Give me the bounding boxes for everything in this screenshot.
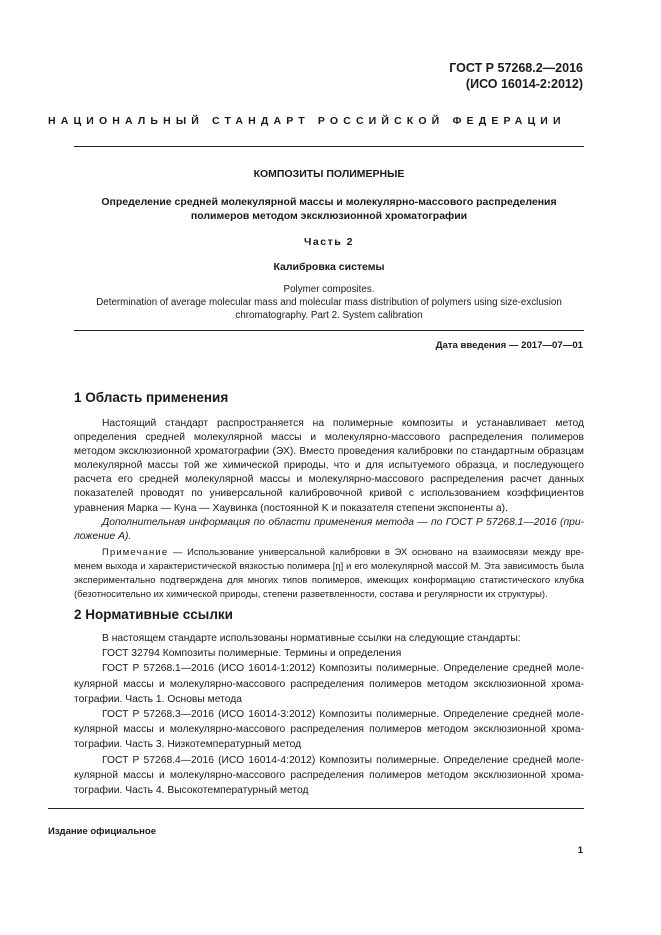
subtitle-line: Определение средней молекулярной массы и молекулярно-массового распределения — [101, 196, 557, 208]
note-first-line — [74, 545, 584, 559]
subtitle-line: полимеров методом эксклюзионной хроматографии — [190, 210, 468, 222]
note-text: — Использование универсальной калибровки в ЭХ основано на взаимосвязи между вре- — [173, 546, 584, 557]
reference-item: ГОСТ 32794 Композиты полимерные. Термины и определения — [102, 648, 402, 660]
text-line: молекулярной массы той же химической природы, что и для испытуемого образца, и последующего — [74, 460, 584, 472]
section-heading-scope: 1 Область применения — [74, 390, 229, 405]
introduction-date: Дата введения — 2017—07—01 — [435, 340, 583, 351]
document-title: КОМПОЗИТЫ ПОЛИМЕРНЫЕ — [253, 168, 405, 180]
middle-rule — [74, 330, 584, 331]
text-line: Дополнительная информация по области применения метода — по ГОСТ Р 57268.1—2016 (при- — [102, 516, 584, 528]
reference-item: кулярной массы и молекулярно-массового распределения полимеров методом эксклюзионной хрома- — [74, 678, 584, 690]
text-line: Настоящий стандарт распространяется на полимерные композиты и устанавливает метод — [102, 418, 584, 429]
english-title-line: Determination of average molecular mass and molecular mass distribution of polymers using size-exclusion — [96, 297, 562, 309]
iso-code: (ИСО 16014-2:2012) — [465, 77, 583, 91]
text-line: определения средней молекулярной массы и молекулярно-массового распределения полимеров — [74, 432, 584, 444]
english-title — [60, 283, 598, 323]
reference-item: тографии. Часть 1. Основы метода — [74, 693, 242, 705]
note-line: (безотносительно их химической природы, степени разветвленности, состава и регулярности их структуры). — [74, 588, 548, 600]
reference-item: ГОСТ Р 57268.1—2016 (ИСО 16014-1:2012) Композиты полимерные. Определение средней моле- — [102, 663, 584, 675]
gost-code: ГОСТ Р 57268.2—2016 — [449, 61, 583, 75]
note-line: экспериментально подтверждена для многих типов полимеров, имеющих конформацию статистического клубка — [74, 574, 584, 586]
reference-item: ГОСТ Р 57268.3—2016 (ИСО 16014-3:2012) Композиты полимерные. Определение средней моле- — [102, 709, 584, 721]
bottom-rule — [48, 808, 584, 809]
section-heading-references: 2 Нормативные ссылки — [74, 607, 233, 622]
english-title-line: Polymer composites. — [283, 284, 375, 295]
reference-item: ГОСТ Р 57268.4—2016 (ИСО 16014-4:2012) Композиты полимерные. Определение средней моле- — [102, 754, 584, 766]
document-subtitle — [60, 195, 598, 223]
text-line: уравнения Марка — Куна — Хаувинка (постоянной K и показателя степени экспоненты a). — [74, 502, 508, 514]
scope-note — [74, 545, 584, 601]
text-line: В настоящем стандарте использованы нормативные ссылки на следующие стандарты: — [102, 633, 521, 644]
reference-item: тографии. Часть 3. Низкотемпературный метод — [74, 739, 302, 751]
reference-item: тографии. Часть 4. Высокотемпературный метод — [74, 785, 309, 797]
note-line: менем выхода и характеристической вязкостью полимера [η] и его молекулярной массой M. Эта зависимость была — [74, 560, 584, 572]
text-line: ложение А). — [74, 530, 132, 542]
text-line: методом эксклюзионной хроматографии (ЭХ). Вместо проведения калибровки по стандартным образцам — [74, 446, 584, 458]
part-label: Часть 2 — [304, 236, 354, 248]
references-list — [74, 631, 584, 798]
official-edition: Издание официальное — [48, 826, 156, 837]
english-title-line: chromatography. Part 2. System calibration — [235, 310, 423, 322]
note-label: Примечание — [102, 546, 169, 557]
national-standard-banner: НАЦИОНАЛЬНЫЙ СТАНДАРТ РОССИЙСКОЙ ФЕДЕРАЦИИ — [48, 115, 566, 127]
page-number: 1 — [577, 845, 583, 856]
text-line: показателей проводят по универсальной калибровочной кривой с использованием коэффициентов — [74, 488, 584, 500]
part-name: Калибровка системы — [273, 261, 385, 273]
reference-item: кулярной массы и молекулярно-массового распределения полимеров методом эксклюзионной хрома- — [74, 724, 584, 736]
reference-item: кулярной массы и молекулярно-массового распределения полимеров методом эксклюзионной хрома- — [74, 769, 584, 781]
scope-paragraph — [74, 417, 584, 544]
text-line: расчета его средней молекулярной массы и молекулярно-массового распределения расчет данных — [74, 474, 584, 486]
standard-number — [449, 60, 583, 92]
top-rule — [74, 146, 584, 147]
